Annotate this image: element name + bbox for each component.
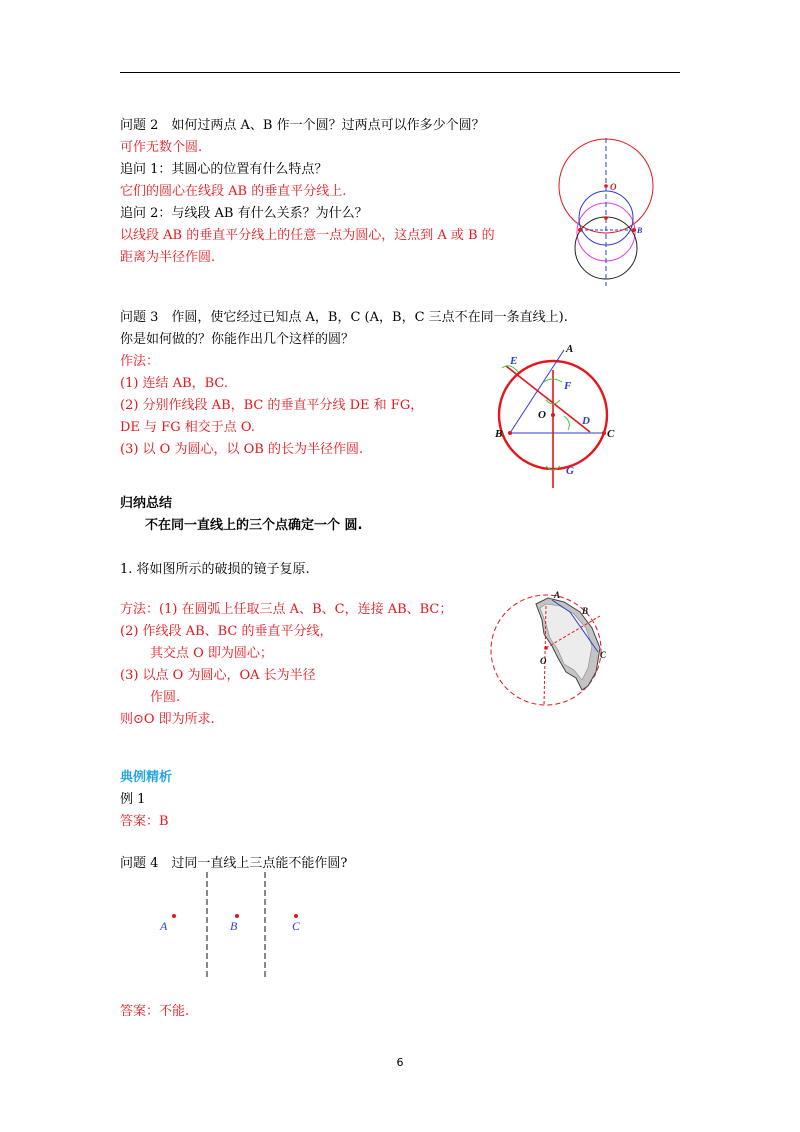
ex1-method-1: 方法：(1) 在圆弧上任取三点 A、B、C，连接 AB、BC；: [120, 602, 453, 617]
q3-sub: 你是如何做的？你能作出几个这样的圆？: [120, 332, 355, 347]
summary-content: 不在同一直线上的三个点确定一个 圆.: [145, 518, 363, 533]
q2-follow2: 追问 2：与线段 AB 有什么关系？为什么？: [120, 206, 368, 221]
fig1-label-b: B: [637, 226, 643, 235]
fig2-label-d: D: [582, 415, 590, 427]
q2-answer1: 它们的圆心在线段 AB 的垂直平分线上.: [120, 184, 347, 199]
q3-step2-line2: DE 与 FG 相交于点 O.: [120, 420, 255, 435]
fig3-label-a: A: [554, 590, 561, 600]
ex1-method-6: 则⊙O 即为所求.: [120, 712, 215, 727]
fig2-label-b: B: [495, 428, 503, 440]
fig4-label-b: B: [230, 919, 238, 933]
ex1-method-5: 作圆.: [150, 690, 181, 705]
q3-step1: (1) 连结 AB，BC.: [120, 376, 229, 391]
example-answer: 答案：B: [120, 814, 169, 829]
fig2-label-g: G: [566, 465, 574, 477]
fig2-label-o: O: [538, 409, 546, 421]
fig2-label-c: C: [607, 428, 615, 440]
figure-circles-through-two-points: [550, 136, 670, 288]
fig4-label-c: C: [292, 919, 301, 933]
q4-answer: 答案：不能.: [120, 1004, 190, 1019]
header-rule: [120, 72, 680, 73]
ex1-method-2: (2) 作线段 AB、BC 的垂直平分线，: [120, 624, 333, 639]
figure-circle-through-three-points: [486, 336, 626, 494]
q4-question: 问题 4 过同一直线上三点能不能作圆?: [120, 856, 348, 871]
page-number: 6: [396, 1056, 404, 1069]
fig4-label-a: A: [160, 919, 168, 933]
q2-answer2-line1: 以线段 AB 的垂直平分线上的任意一点为圆心，这点到 A 或 B 的: [120, 228, 495, 243]
q3-question: 问题 3 作圆，使它经过已知点 A，B，C (A，B，C 三点不在同一条直线上).: [120, 310, 568, 325]
q3-method-title: 作法：: [120, 354, 160, 369]
figure-broken-mirror: [488, 586, 612, 716]
q2-answer2-line2: 距离为半径作圆.: [120, 250, 216, 265]
ex1-method-3: 其交点 O 即为圆心；: [150, 646, 273, 661]
fig3-label-o: O: [540, 656, 547, 666]
fig3-label-c: C: [600, 650, 607, 660]
fig2-label-f: F: [564, 380, 572, 392]
q3-step3: (3) 以 O 为圆心，以 OB 的长为半径作圆.: [120, 442, 364, 457]
examples-title: 典例精析: [120, 770, 173, 785]
q2-follow1: 追问 1：其圆心的位置有什么特点？: [120, 162, 328, 177]
fig2-label-a: A: [566, 343, 574, 355]
ex1-question: 1. 将如图所示的破损的镜子复原.: [120, 562, 310, 577]
q2-answer: 可作无数个圆.: [120, 140, 203, 155]
summary-title: 归纳总结: [120, 496, 173, 511]
fig1-label-o: O: [610, 182, 617, 192]
fig2-label-e: E: [510, 355, 518, 367]
fig3-label-b: B: [582, 606, 589, 616]
q2-question: 问题 2 如何过两点 A、B 作一个圆？过两点可以作多少个圆？: [120, 118, 485, 133]
q3-step2-line1: (2) 分别作线段 AB，BC 的垂直平分线 DE 和 FG，: [120, 398, 424, 413]
ex1-method-4: (3) 以点 O 为圆心，OA 长为半径: [120, 668, 316, 683]
example-label: 例 1: [120, 792, 146, 807]
figure-collinear-points: [150, 872, 320, 982]
